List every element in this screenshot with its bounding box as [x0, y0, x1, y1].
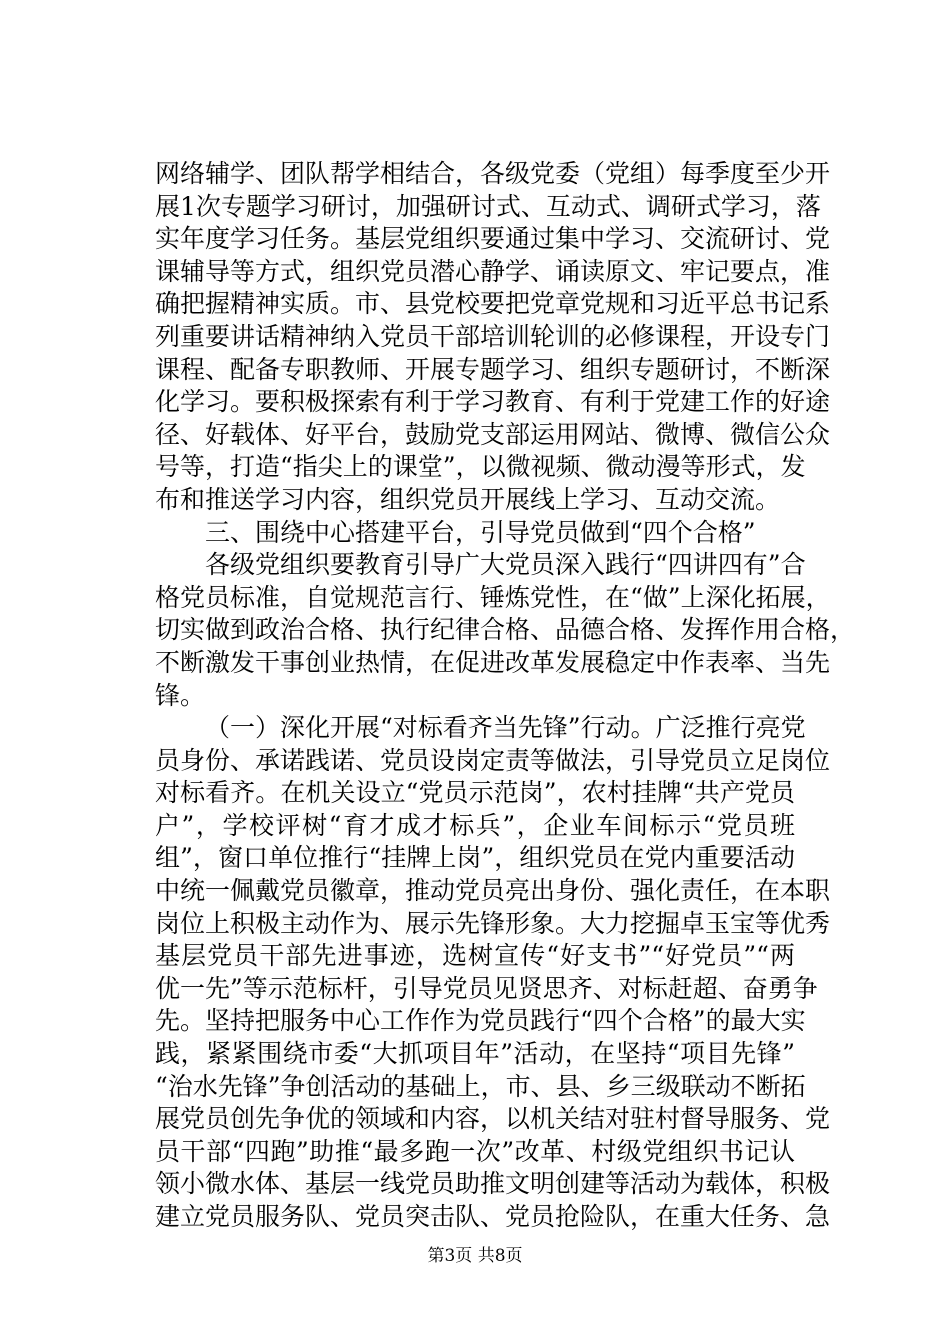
text-line: “治水先锋”争创活动的基础上，市、县、乡三级联动不断拓 [155, 1071, 806, 1101]
text-line: 切实做到政治合格、执行纪律合格、品德合格、发挥作用合格， [155, 615, 856, 645]
text-line: 锋。 [155, 680, 206, 710]
text-line: 基层党员干部先进事迹，选树宣传“好支书”“好党员”“两 [155, 941, 795, 971]
text-line: 领小微水体、基层一线党员助推文明创建等活动为载体，积极 [155, 1169, 831, 1199]
text-line: 展党员创先争优的领域和内容，以机关结对驻村督导服务、党 [155, 1104, 831, 1134]
text-line: （一）深化开展“对标看齐当先锋”行动。广泛推行亮党 [205, 713, 806, 743]
text-line: 实年度学习任务。基层党组织要通过集中学习、交流研讨、党 [155, 224, 831, 254]
text-line: 建立党员服务队、党员突击队、党员抢险队，在重大任务、急 [155, 1202, 831, 1231]
text-line: 号等，打造“指尖上的课堂”，以微视频、微动漫等形式，发 [155, 452, 806, 482]
heading-text: 三、围绕中心搭建平台，引导党员做到“四个合格” [205, 517, 756, 547]
paragraph [155, 712, 831, 1234]
document-body [155, 158, 856, 1234]
text-line: 对标看齐。在机关设立“党员示范岗”，农村挂牌“共产党员 [155, 778, 795, 808]
text-line: 员身份、承诺践诺、党员设岗定责等做法，引导党员立足岗位 [155, 745, 831, 775]
paragraph [155, 158, 831, 517]
text-line: 确把握精神实质。市、县党校要把党章党规和习近平总书记系 [155, 289, 831, 319]
text-line: 课程、配备专职教师、开展专题学习、组织专题研讨，不断深 [155, 354, 831, 384]
text-line: 组”，窗口单位推行“挂牌上岗”，组织党员在党内重要活动 [155, 843, 795, 873]
text-line: 展1次专题学习研讨，加强研讨式、互动式、调研式学习，落 [155, 191, 821, 221]
paragraph [155, 549, 856, 712]
text-line: 岗位上积极主动作为、展示先锋形象。大力挖掘卓玉宝等优秀 [155, 908, 831, 938]
page-number: 第3页 共8页 [427, 1246, 523, 1266]
text-line: 各级党组织要教育引导广大党员深入践行“四讲四有”合 [205, 550, 806, 580]
text-line: 践，紧紧围绕市委“大抓项目年”活动，在坚持“项目先锋” [155, 1039, 795, 1069]
text-line: 不断激发干事创业热情，在促进改革发展稳定中作表率、当先 [155, 647, 831, 677]
text-line: 格党员标准，自觉规范言行、锤炼党性，在“做”上深化拓展， [155, 582, 831, 612]
text-line: 列重要讲话精神纳入党员干部培训轮训的必修课程，开设专门 [155, 321, 831, 351]
text-line: 化学习。要积极探索有利于学习教育、有利于党建工作的好途 [155, 387, 831, 417]
text-line: 中统一佩戴党员徽章，推动党员亮出身份、强化责任，在本职 [155, 876, 831, 906]
section-heading [155, 517, 795, 550]
text-line: 布和推送学习内容，组织党员开展线上学习、互动交流。 [155, 484, 781, 514]
text-line: 径、好载体、好平台，鼓励党支部运用网站、微博、微信公众 [155, 419, 831, 449]
text-line: 先。坚持把服务中心工作作为党员践行“四个合格”的最大实 [155, 1006, 806, 1036]
text-line: 优一先”等示范标杆，引导党员见贤思齐、对标赶超、奋勇争 [155, 973, 818, 1003]
text-line: 员干部“四跑”助推“最多跑一次”改革、村级党组织书记认 [155, 1136, 795, 1166]
text-line: 户”，学校评树“育才成才标兵”，企业车间标示“党员班 [155, 810, 795, 840]
text-line: 网络辅学、团队帮学相结合，各级党委（党组）每季度至少开 [155, 159, 831, 188]
text-line: 课辅导等方式，组织党员潜心静学、诵读原文、牢记要点，准 [155, 256, 831, 286]
